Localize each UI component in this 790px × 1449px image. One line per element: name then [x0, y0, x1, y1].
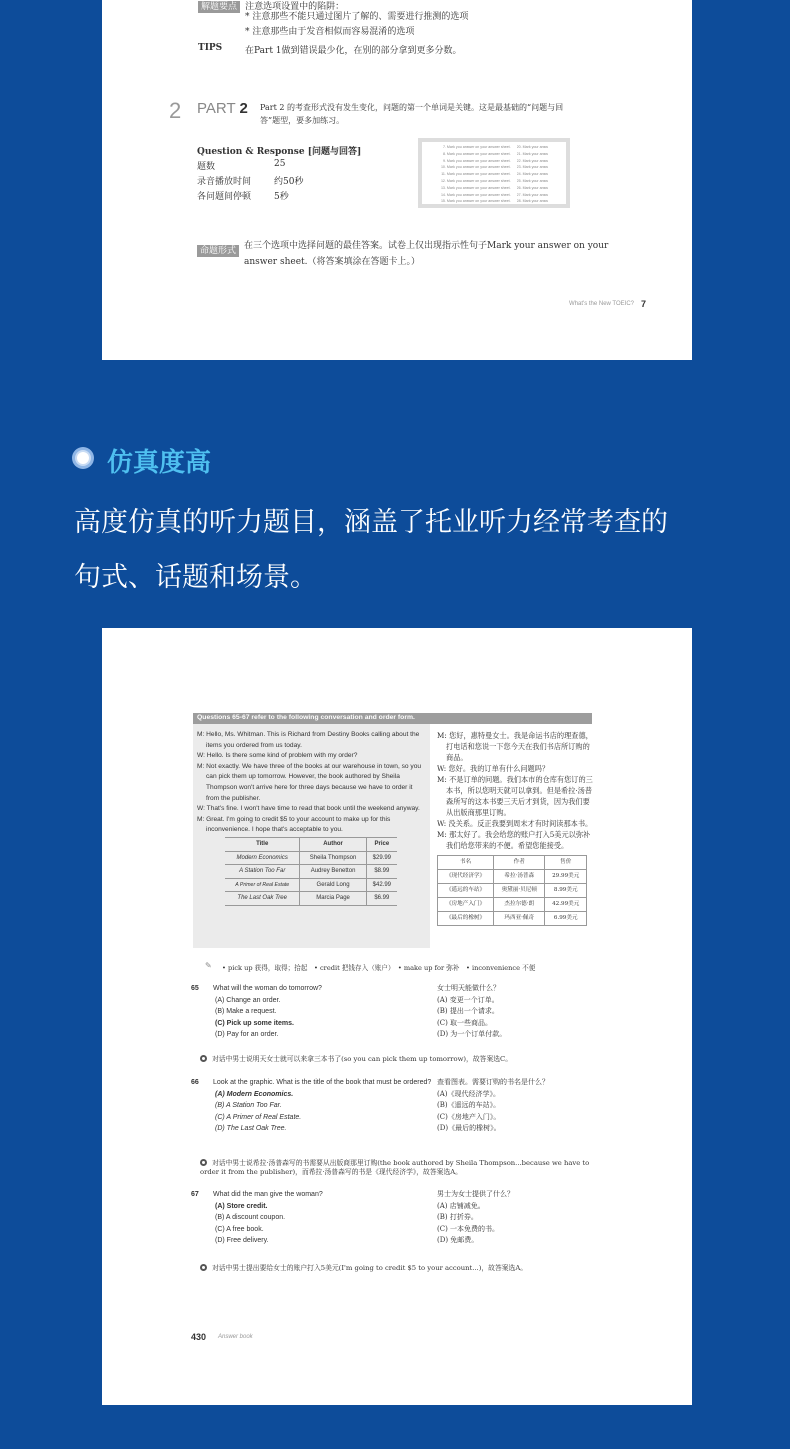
explanation	[200, 1159, 600, 1177]
sheet-line: 13. Mark you answer on your answer sheet.	[440, 185, 511, 190]
translation-line: W: 您好。我的订单有什么问题吗？	[437, 764, 550, 773]
cn-question: 男士为女士提供了什么？	[437, 1190, 514, 1198]
sheet-line: 27. Mark your answ	[516, 192, 549, 197]
qr-value: 25	[274, 159, 286, 169]
qr-key: 录音播放时间	[197, 177, 252, 187]
question-65	[191, 983, 443, 1041]
translation-line: W: 没关系。反正我要到周末才有时间读那本书。	[437, 819, 593, 828]
answer-option: (C) Pick up some items.	[215, 1019, 294, 1027]
answer-option: (B) A Station Too Far.	[215, 1102, 282, 1109]
sheet-line: 8. Mark you answer on your answer sheet.	[442, 151, 511, 156]
answer-option: (C) A free book.	[215, 1225, 264, 1233]
format-label: 命题形式	[197, 245, 239, 257]
dialogue-line: W: That's fine. I won't have time to read that book until the weekend anyway.	[197, 805, 420, 813]
sheet-line: 22. Mark your answ	[516, 158, 549, 163]
sheet-line: 15. Mark you answer on your answer sheet.	[440, 199, 511, 204]
explanation-text: 对话中男士提出要给女士的账户打入5美元(I'm going to credit $5 to your account...)，故答案选A。	[212, 1264, 528, 1272]
bullet: * 注意那些由于发音相似而容易混淆的选项	[245, 27, 415, 37]
cn-option: (D) 免邮费。	[437, 1236, 479, 1244]
cn-option: (D) 为一个订单付款。	[437, 1030, 507, 1038]
cn-option: (B)《遥远的车站》。	[437, 1101, 501, 1109]
cn-option: (D)《最后的橡树》。	[437, 1124, 501, 1132]
cn-option: (B) 打折券。	[437, 1213, 478, 1221]
part-title: PART 2	[197, 100, 248, 117]
sheet-line: 23. Mark your answ	[516, 165, 549, 170]
sheet-line: 26. Mark your answ	[516, 185, 549, 190]
question-number: 65	[191, 985, 199, 992]
bullet: * 注意那些不能只通过图片了解的、需要进行推测的选项	[245, 12, 469, 22]
conversation-box	[193, 724, 430, 948]
cn-option: (C) 取一些商品。	[437, 1018, 493, 1027]
book-page-7	[102, 0, 692, 360]
translation-line: M: 不是订单的问题。我们本市的仓库有您订的三本书，所以您明天就可以拿到。但是希拉·汤普森所写的这本书要三天后才到货，因为我们要从出版商那里订购。	[437, 775, 593, 817]
cn-option: (B) 提出一个请求。	[437, 1007, 499, 1015]
dialogue-line: M: Great. I'm going to credit $5 to your account to make up for this inconvenience. I hope that's acceptable to you.	[197, 815, 391, 834]
page-number: 7	[640, 299, 646, 309]
page-number: 430	[191, 1332, 207, 1342]
footer-text: Answer book	[218, 1334, 253, 1340]
sheet-line: 28. Mark your answ	[516, 199, 549, 204]
translation-line: M: 那太好了。我会给您的账户打入5美元以弥补我们给您带来的不便。希望您能接受。	[437, 830, 591, 850]
part-number: 2	[169, 98, 182, 123]
sheet-line: 12. Mark you answer on your answer sheet.	[440, 178, 511, 183]
format-text: answer sheet.（将答案填涂在答题卡上。）	[244, 257, 421, 267]
tips-text: 在Part 1做到错误最少化，在别的部分拿到更多分数。	[245, 46, 462, 56]
sheet-line: 11. Mark you answer on your answer sheet.	[441, 172, 511, 177]
book-page-430	[102, 628, 692, 1405]
question-translation	[437, 983, 506, 1041]
sheet-line: 24. Mark your answ	[516, 172, 549, 177]
order-form-table: Title Author Price Modern Economics Sheila Thompson $29.99 A Station Too Far Audrey Benetton $8.99 A Primer of Real Estate Gerald Long $42.99 The Last Oak Tree Marcia Page $6.99	[225, 837, 397, 906]
dialogue-line: W: Hello. Is there some kind of problem with my order?	[197, 752, 358, 760]
explanation-text: 对话中男士说明天女士就可以来拿三本书了(so you can pick them up tomorrow)，故答案选C。	[212, 1055, 513, 1063]
question-67	[191, 1189, 443, 1247]
qr-value: 5秒	[274, 192, 289, 202]
cn-question: 女士明天能做什么？	[437, 984, 500, 992]
sheet-line: 10. Mark you answer on your answer sheet.	[440, 165, 511, 170]
sheet-line: 20. Mark your answ	[516, 145, 549, 149]
dialogue-line: M: Not exactly. We have three of the books at our warehouse in town, so you can pick them up tomorrow. However, the book authored by Sheila Thompson won't arrive here for three days because we have to order it from the publisher.	[197, 762, 422, 802]
sheet-line: 9. Mark you answer on your answer sheet.	[442, 158, 511, 163]
question-text: What will the woman do tomorrow?	[213, 985, 322, 992]
cn-question: 查看图表。需要订购的书名是什么？	[437, 1078, 549, 1086]
questions-header: Questions 65-67 refer to the following conversation and order form.	[193, 713, 592, 724]
explanation-text: 对话中男士说希拉·汤普森写的书需要从出版商那里订购(the book authored by Sheila Thompson...because we have to order it from the publisher)，而希拉·汤普森写的书是《现代经济学》，故答案选A。	[200, 1159, 590, 1176]
cn-option: (A) 店铺减免。	[437, 1201, 485, 1210]
cn-option: (C)《房地产入门》。	[437, 1112, 501, 1121]
answer-option: (D) Pay for an order.	[215, 1031, 279, 1038]
question-66	[191, 1077, 443, 1135]
answer-sheet-image	[418, 138, 570, 208]
footer-text: What's the New TOEIC?	[569, 301, 634, 307]
cn-option: (C) 一本免费的书。	[437, 1224, 500, 1233]
question-translation	[437, 1077, 549, 1135]
tips-title: TIPS	[198, 43, 223, 53]
answer-option: (C) A Primer of Real Estate.	[215, 1113, 302, 1121]
sheet-line: 7. Mark you answer on your answer sheet.	[442, 145, 511, 149]
feature-heading: 仿真度高	[107, 448, 212, 478]
cn-order-table: 书名 作者 售价 《现代经济学》 希拉·汤普森 29.99美元 《遥远的车站》 奥黛丽·贝尼顿 8.99美元 《房地产入门》 杰拉尔德·朗 42.99美元 《最后的橡树》 玛西亚·佩奇 6.99美元	[437, 855, 587, 926]
sheet-line: 14. Mark you answer on your answer sheet.	[440, 192, 511, 197]
explanation	[200, 1264, 600, 1273]
dialogue-line: M: Hello, Ms. Whitman. This is Richard from Destiny Books calling about the items you ordered from us today.	[197, 731, 420, 749]
qr-key: 各问题间停顿	[197, 192, 252, 202]
qr-value: 约50秒	[274, 177, 304, 187]
question-text: What did the man give the woman?	[213, 1191, 323, 1198]
bullet-icon	[200, 1159, 207, 1166]
tips-line: 注意选项设置中的陷阱：	[245, 2, 345, 12]
tips-label: 解题要点	[198, 1, 240, 13]
answer-option: (A) Modern Economics.	[215, 1090, 294, 1098]
qr-key: 题数	[197, 162, 216, 172]
feature-text: 句式、话题和场景。	[74, 562, 317, 593]
cn-option: (A)《现代经济学》。	[437, 1089, 501, 1098]
answer-option: (D) Free delivery.	[215, 1237, 269, 1244]
sheet-line: 21. Mark your answ	[516, 151, 549, 156]
format-text: 在三个选项中选择问题的最佳答案。试卷上仅出现指示性句子Mark your answer on your	[244, 241, 609, 251]
answer-option: (A) Change an order.	[215, 996, 281, 1004]
vocab-line: • pick up 获得，取得；拾起 • credit 把钱存入（账户） • make up for 弥补 • inconvenience 不便	[222, 964, 536, 972]
question-number: 66	[191, 1079, 199, 1086]
bullet-circle-icon	[72, 447, 94, 469]
pencil-icon: ✎	[205, 961, 212, 970]
qr-title: Question & Response [问题与回答]	[197, 147, 362, 157]
translation	[437, 730, 593, 926]
feature-text: 高度仿真的听力题目，涵盖了托业听力经常考查的	[74, 507, 668, 538]
cn-option: (A) 变更一个订单。	[437, 995, 499, 1004]
translation-line: M: 您好，惠特曼女士。我是命运书店的理查德，打电话和您说一下您今天在我们书店所订购的商品。	[437, 731, 593, 762]
question-text: Look at the graphic. What is the title of the book that must be ordered?	[213, 1079, 432, 1086]
question-translation	[437, 1189, 514, 1247]
answer-option: (B) Make a request.	[215, 1008, 277, 1015]
part-desc: Part 2 的考查形式没有发生变化，问题的第一个单词是关键。这是最基础的“问题与回	[260, 103, 564, 112]
explanation	[200, 1055, 600, 1064]
bullet-icon	[200, 1055, 207, 1062]
answer-option: (A) Store credit.	[215, 1202, 268, 1210]
part-desc: 答”题型，要多加练习。	[260, 116, 345, 125]
answer-option: (B) A discount coupon.	[215, 1214, 286, 1221]
question-number: 67	[191, 1191, 199, 1198]
sheet-line: 25. Mark your answ	[516, 178, 549, 183]
answer-option: (D) The Last Oak Tree.	[215, 1125, 287, 1132]
bullet-icon	[200, 1264, 207, 1271]
